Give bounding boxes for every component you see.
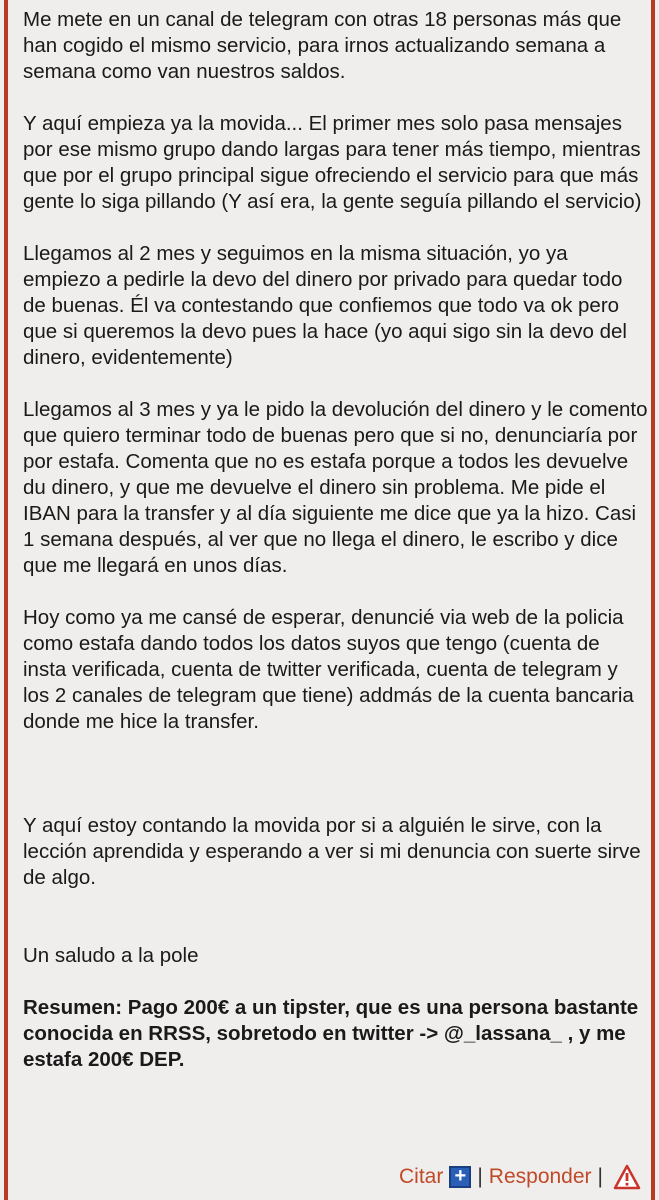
reply-link[interactable]: Responder — [488, 1165, 592, 1188]
spacer — [23, 761, 648, 813]
warning-icon[interactable] — [613, 1164, 641, 1190]
post-paragraph: Hoy como ya me cansé de esperar, denuncié via web de la policia como estafa dando todos los datos suyos que tengo (cuenta de insta verificada, cuenta de twitter verificada, cuenta de telegram y los 2 canales de telegram que tiene) addmás de la cuenta bancaria donde me hice la transfer. — [23, 606, 634, 733]
separator: | — [597, 1165, 603, 1188]
post-body — [23, 7, 648, 1099]
post-paragraph: Y aquí estoy contando la movida por si a alguién le sirve, con la lección aprendida y esperando a ver si mi denuncia con suerte sirve de algo. — [23, 814, 641, 889]
post-border-left — [4, 0, 8, 1200]
quote-link[interactable]: Citar — [398, 1165, 444, 1188]
spacer — [23, 917, 648, 943]
post-paragraph: Llegamos al 2 mes y seguimos en la misma situación, yo ya empiezo a pedirle la devo del dinero por privado para quedar todo de buenas. Él va contestando que confiemos que todo va ok pero que si queremos la devo pues la hace (yo aqui sigo sin la devo del dinero, evidentemente) — [23, 242, 627, 369]
post-summary: Resumen: Pago 200€ a un tipster, que es una persona bastante conocida en RRSS, sobretodo en twitter -> @_lassana_ , y me estafa 200€ DEP. — [23, 996, 639, 1071]
post-paragraph: Un saludo a la pole — [23, 944, 199, 967]
post-paragraph: Llegamos al 3 mes y ya le pido la devolución del dinero y le comento que quiero terminar todo de buenas pero que si no, denunciaría por por estafa. Comenta que no es estafa porque a todos les devuelve du dinero, y que me devuelve el dinero sin problema. Me pide el IBAN para la transfer y al día siguiente me dice que ya la hizo. Casi 1 semana después, al ver que no llega el dinero, le escribo y dice que me llegará en unos días. — [23, 398, 648, 577]
post-paragraph: Me mete en un canal de telegram con otras 18 personas más que han cogido el mismo servicio, para irnos actualizando semana a semana como van nuestros saldos. — [23, 8, 622, 83]
post-paragraph: Y aquí empieza ya la movida... El primer mes solo pasa mensajes por ese mismo grupo dando largas para tener más tiempo, mientras que por el grupo principal sigue ofreciendo el servicio para que más gente lo siga pillando (Y así era, la gente seguía pillando el servicio) — [23, 112, 642, 213]
plus-icon[interactable]: + — [449, 1166, 471, 1188]
post-border-right — [651, 0, 655, 1200]
post-actions — [399, 1164, 641, 1190]
separator: | — [477, 1165, 483, 1188]
